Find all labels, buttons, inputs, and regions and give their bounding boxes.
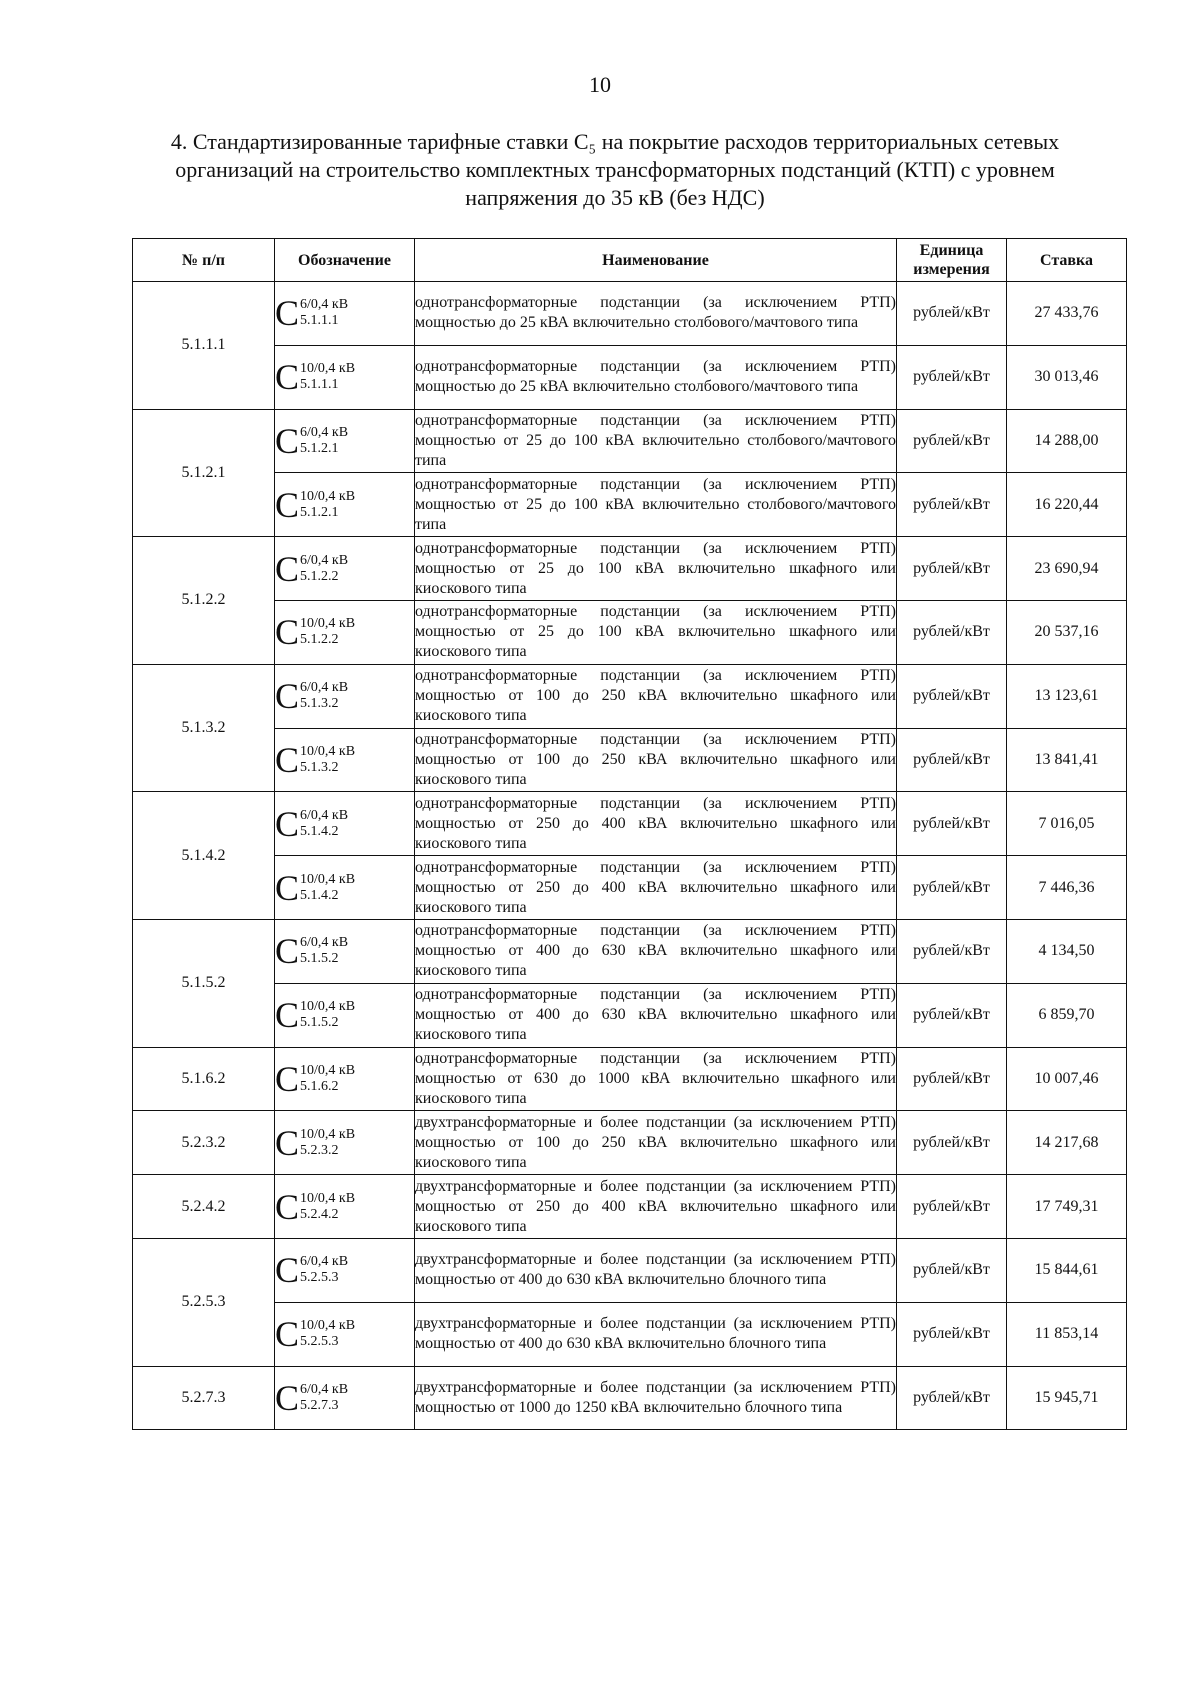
designation-cell — [275, 1302, 415, 1366]
unit-cell: рублей/кВт — [897, 282, 1007, 346]
designation-cell — [275, 537, 415, 601]
table-row — [133, 792, 1127, 856]
unit-cell: рублей/кВт — [897, 473, 1007, 537]
rate-symbol-superscript: 10/0,4 кВ — [300, 616, 356, 632]
rate-cell: 10 007,46 — [1007, 1047, 1127, 1111]
rate-symbol-superscript: 6/0,4 кВ — [300, 552, 349, 568]
unit-cell: рублей/кВт — [897, 856, 1007, 920]
rate-symbol-indices — [300, 553, 348, 585]
designation-cell — [275, 1047, 415, 1111]
rate-symbol-superscript: 6/0,4 кВ — [300, 1254, 349, 1270]
name-cell: двухтрансформаторные и более подстанции (за исключением РТП) мощностью от 100 до 250 кВА включительно шкафного или киоскового типа — [415, 1111, 897, 1175]
designation-cell — [275, 664, 415, 728]
table-row — [133, 1047, 1127, 1111]
unit-cell: рублей/кВт — [897, 409, 1007, 473]
table-row — [133, 409, 1127, 473]
rate-symbol-superscript: 10/0,4 кВ — [300, 743, 356, 759]
rate-cell: 13 841,41 — [1007, 728, 1127, 792]
designation-cell — [275, 919, 415, 983]
designation-cell — [275, 728, 415, 792]
row-number: 5.1.1.1 — [133, 282, 275, 410]
rate-symbol — [275, 867, 356, 908]
table-row — [133, 1302, 1127, 1366]
unit-cell: рублей/кВт — [897, 664, 1007, 728]
table-row — [133, 1111, 1127, 1175]
rate-symbol-indices — [300, 1382, 348, 1414]
table-row — [133, 600, 1127, 664]
rate-symbol-subscript: 5.1.6.2 — [300, 1078, 339, 1094]
rate-symbol-letter: C — [275, 612, 300, 653]
rate-symbol-superscript: 10/0,4 кВ — [300, 1318, 356, 1334]
rate-cell: 15 945,71 — [1007, 1366, 1127, 1430]
rate-cell: 15 844,61 — [1007, 1238, 1127, 1302]
rate-symbol-indices — [300, 1063, 355, 1095]
page-title: 4. Стандартизированные тарифные ставки С₅ на покрытие расходов территориальных сетевых организаций на строительство комплектных трансформаторных подстанций (КТП) с уровнем напряжения до 35 кВ (без НДС) — [170, 129, 1060, 210]
name-cell: двухтрансформаторные и более подстанции (за исключением РТП) мощностью от 400 до 630 кВА включительно блочного типа — [415, 1238, 897, 1302]
table-row — [133, 919, 1127, 983]
header-designation: Обозначение — [275, 239, 415, 282]
rate-cell: 14 217,68 — [1007, 1111, 1127, 1175]
unit-cell: рублей/кВт — [897, 1366, 1007, 1430]
unit-cell: рублей/кВт — [897, 728, 1007, 792]
rate-symbol-letter: C — [275, 1314, 300, 1355]
designation-cell — [275, 600, 415, 664]
rate-symbol — [275, 1186, 356, 1227]
rate-symbol-indices — [300, 489, 355, 521]
rate-symbol-letter: C — [275, 803, 300, 844]
rate-symbol-indices — [300, 935, 348, 967]
designation-cell — [275, 409, 415, 473]
table-row — [133, 282, 1127, 346]
rate-symbol — [275, 1058, 356, 1099]
row-number: 5.2.5.3 — [133, 1238, 275, 1366]
rate-cell: 6 859,70 — [1007, 983, 1127, 1047]
table-row — [133, 345, 1127, 409]
rate-symbol-superscript: 10/0,4 кВ — [300, 1190, 356, 1206]
table-row — [133, 473, 1127, 537]
name-cell: однотрансформаторные подстанции (за исключением РТП) мощностью от 100 до 250 кВА включительно шкафного или киоскового типа — [415, 664, 897, 728]
header-rate: Ставка — [1007, 239, 1127, 282]
unit-cell: рублей/кВт — [897, 792, 1007, 856]
designation-cell — [275, 856, 415, 920]
rate-cell: 27 433,76 — [1007, 282, 1127, 346]
designation-cell — [275, 1175, 415, 1239]
rate-cell: 14 288,00 — [1007, 409, 1127, 473]
rate-symbol — [275, 484, 356, 525]
rate-symbol-subscript: 5.2.4.2 — [300, 1206, 339, 1222]
rate-cell: 17 749,31 — [1007, 1175, 1127, 1239]
unit-cell: рублей/кВт — [897, 600, 1007, 664]
name-cell: однотрансформаторные подстанции (за исключением РТП) мощностью до 25 кВА включительно столбового/мачтового типа — [415, 282, 897, 346]
rate-symbol-letter: C — [275, 420, 300, 461]
rate-cell: 23 690,94 — [1007, 537, 1127, 601]
unit-cell: рублей/кВт — [897, 1175, 1007, 1239]
rate-symbol-indices — [300, 425, 348, 457]
rate-symbol-letter: C — [275, 867, 300, 908]
table-row — [133, 728, 1127, 792]
designation-cell — [275, 1111, 415, 1175]
designation-cell — [275, 1366, 415, 1430]
rate-symbol-letter: C — [275, 357, 300, 398]
rate-symbol — [275, 420, 349, 461]
rate-symbol — [275, 1250, 349, 1291]
rate-symbol-superscript: 6/0,4 кВ — [300, 1381, 349, 1397]
rate-symbol — [275, 1314, 356, 1355]
rate-symbol-letter: C — [275, 995, 300, 1036]
rate-symbol — [275, 1122, 356, 1163]
name-cell: однотрансформаторные подстанции (за исключением РТП) мощностью до 25 кВА включительно столбового/мачтового типа — [415, 345, 897, 409]
rate-symbol — [275, 1377, 349, 1418]
rate-symbol-letter: C — [275, 548, 300, 589]
header-name: Наименование — [415, 239, 897, 282]
table-row — [133, 1238, 1127, 1302]
rate-symbol-indices — [300, 1254, 348, 1286]
rate-symbol — [275, 612, 356, 653]
row-number: 5.1.4.2 — [133, 792, 275, 920]
page-number: 10 — [589, 72, 611, 97]
rate-symbol-subscript: 5.1.2.1 — [300, 504, 339, 520]
table-row — [133, 1175, 1127, 1239]
name-cell: однотрансформаторные подстанции (за исключением РТП) мощностью от 400 до 630 кВА включительно шкафного или киоскового типа — [415, 919, 897, 983]
rate-symbol-superscript: 10/0,4 кВ — [300, 1062, 356, 1078]
rate-symbol-subscript: 5.2.7.3 — [300, 1397, 339, 1413]
designation-cell — [275, 1238, 415, 1302]
rate-symbol — [275, 293, 349, 334]
rate-cell: 16 220,44 — [1007, 473, 1127, 537]
rate-cell: 30 013,46 — [1007, 345, 1127, 409]
rate-symbol-indices — [300, 297, 348, 329]
unit-cell: рублей/кВт — [897, 345, 1007, 409]
rate-symbol — [275, 676, 349, 717]
rate-symbol-subscript: 5.1.3.2 — [300, 696, 339, 712]
rate-symbol-superscript: 10/0,4 кВ — [300, 361, 356, 377]
rate-cell: 4 134,50 — [1007, 919, 1127, 983]
row-number: 5.2.4.2 — [133, 1175, 275, 1239]
unit-cell: рублей/кВт — [897, 919, 1007, 983]
rate-symbol-subscript: 5.1.2.2 — [300, 632, 339, 648]
rate-symbol-indices — [300, 361, 355, 393]
rate-cell: 11 853,14 — [1007, 1302, 1127, 1366]
rate-symbol-indices — [300, 999, 355, 1031]
rate-symbol-subscript: 5.1.1.1 — [300, 313, 339, 329]
row-number: 5.2.7.3 — [133, 1366, 275, 1430]
rate-symbol-superscript: 10/0,4 кВ — [300, 1126, 356, 1142]
unit-cell: рублей/кВт — [897, 537, 1007, 601]
rate-symbol-superscript: 6/0,4 кВ — [300, 807, 349, 823]
rate-symbol-indices — [300, 1318, 355, 1350]
rate-symbol — [275, 739, 356, 780]
table-header-row — [133, 239, 1127, 282]
rate-symbol-letter: C — [275, 1250, 300, 1291]
rate-symbol-letter: C — [275, 1122, 300, 1163]
table-row — [133, 983, 1127, 1047]
name-cell: двухтрансформаторные и более подстанции (за исключением РТП) мощностью от 250 до 400 кВА включительно шкафного или киоскового типа — [415, 1175, 897, 1239]
rate-cell: 13 123,61 — [1007, 664, 1127, 728]
rate-symbol-superscript: 6/0,4 кВ — [300, 297, 349, 313]
rate-symbol-superscript: 10/0,4 кВ — [300, 488, 356, 504]
unit-cell: рублей/кВт — [897, 1111, 1007, 1175]
table-body — [133, 282, 1127, 1430]
name-cell: однотрансформаторные подстанции (за исключением РТП) мощностью от 400 до 630 кВА включительно шкафного или киоскового типа — [415, 983, 897, 1047]
table-row — [133, 856, 1127, 920]
designation-cell — [275, 792, 415, 856]
name-cell: однотрансформаторные подстанции (за исключением РТП) мощностью от 100 до 250 кВА включительно шкафного или киоскового типа — [415, 728, 897, 792]
rate-symbol — [275, 803, 349, 844]
rate-symbol-indices — [300, 808, 348, 840]
rate-symbol-subscript: 5.1.2.2 — [300, 568, 339, 584]
rate-symbol-letter: C — [275, 484, 300, 525]
rates-table — [132, 238, 1127, 1430]
rate-symbol-letter: C — [275, 931, 300, 972]
name-cell: двухтрансформаторные и более подстанции (за исключением РТП) мощностью от 400 до 630 кВА включительно блочного типа — [415, 1302, 897, 1366]
name-cell: однотрансформаторные подстанции (за исключением РТП) мощностью от 250 до 400 кВА включительно шкафного или киоскового типа — [415, 856, 897, 920]
name-cell: однотрансформаторные подстанции (за исключением РТП) мощностью от 630 до 1000 кВА включительно шкафного или киоскового типа — [415, 1047, 897, 1111]
rate-cell: 20 537,16 — [1007, 600, 1127, 664]
row-number: 5.2.3.2 — [133, 1111, 275, 1175]
rate-symbol-subscript: 5.1.4.2 — [300, 823, 339, 839]
rate-symbol-letter: C — [275, 739, 300, 780]
rate-symbol-letter: C — [275, 1058, 300, 1099]
table-row — [133, 1366, 1127, 1430]
rate-symbol-subscript: 5.1.5.2 — [300, 951, 339, 967]
row-number: 5.1.3.2 — [133, 664, 275, 792]
rate-symbol-letter: C — [275, 676, 300, 717]
designation-cell — [275, 282, 415, 346]
rate-symbol-subscript: 5.2.3.2 — [300, 1142, 339, 1158]
rate-symbol-indices — [300, 872, 355, 904]
rate-cell: 7 446,36 — [1007, 856, 1127, 920]
rate-symbol-indices — [300, 744, 355, 776]
table-row — [133, 537, 1127, 601]
unit-cell: рублей/кВт — [897, 1302, 1007, 1366]
rate-symbol — [275, 931, 349, 972]
rate-symbol — [275, 995, 356, 1036]
rate-symbol-superscript: 6/0,4 кВ — [300, 424, 349, 440]
rate-symbol-indices — [300, 680, 348, 712]
header-num: № п/п — [133, 239, 275, 282]
rate-symbol-subscript: 5.1.2.1 — [300, 440, 339, 456]
row-number: 5.1.2.1 — [133, 409, 275, 537]
rate-cell: 7 016,05 — [1007, 792, 1127, 856]
rate-symbol-superscript: 6/0,4 кВ — [300, 935, 349, 951]
name-cell: однотрансформаторные подстанции (за исключением РТП) мощностью от 25 до 100 кВА включительно столбового/мачтового типа — [415, 409, 897, 473]
rate-symbol-superscript: 10/0,4 кВ — [300, 999, 356, 1015]
designation-cell — [275, 345, 415, 409]
rate-symbol-letter: C — [275, 1186, 300, 1227]
unit-cell: рублей/кВт — [897, 1047, 1007, 1111]
rate-symbol-subscript: 5.1.1.1 — [300, 377, 339, 393]
row-number: 5.1.2.2 — [133, 537, 275, 665]
rate-symbol-indices — [300, 616, 355, 648]
rate-symbol-subscript: 5.2.5.3 — [300, 1334, 339, 1350]
rate-symbol-subscript: 5.1.5.2 — [300, 1015, 339, 1031]
unit-cell: рублей/кВт — [897, 1238, 1007, 1302]
name-cell: однотрансформаторные подстанции (за исключением РТП) мощностью от 25 до 100 кВА включительно шкафного или киоскового типа — [415, 537, 897, 601]
name-cell: двухтрансформаторные и более подстанции (за исключением РТП) мощностью от 1000 до 1250 кВА включительно блочного типа — [415, 1366, 897, 1430]
header-unit: Единица измерения — [897, 239, 1007, 282]
row-number: 5.1.5.2 — [133, 919, 275, 1047]
rate-symbol-subscript: 5.1.4.2 — [300, 887, 339, 903]
rate-symbol-superscript: 6/0,4 кВ — [300, 680, 349, 696]
rate-symbol-indices — [300, 1191, 355, 1223]
row-number: 5.1.6.2 — [133, 1047, 275, 1111]
rate-symbol-letter: C — [275, 1377, 300, 1418]
designation-cell — [275, 473, 415, 537]
name-cell: однотрансформаторные подстанции (за исключением РТП) мощностью от 250 до 400 кВА включительно шкафного или киоскового типа — [415, 792, 897, 856]
designation-cell — [275, 983, 415, 1047]
rate-symbol — [275, 548, 349, 589]
unit-cell: рублей/кВт — [897, 983, 1007, 1047]
name-cell: однотрансформаторные подстанции (за исключением РТП) мощностью от 25 до 100 кВА включительно шкафного или киоскового типа — [415, 600, 897, 664]
rate-symbol — [275, 357, 356, 398]
table-row — [133, 664, 1127, 728]
name-cell: однотрансформаторные подстанции (за исключением РТП) мощностью от 25 до 100 кВА включительно столбового/мачтового типа — [415, 473, 897, 537]
rate-symbol-superscript: 10/0,4 кВ — [300, 871, 356, 887]
rate-symbol-indices — [300, 1127, 355, 1159]
rate-symbol-letter: C — [275, 293, 300, 334]
rate-symbol-subscript: 5.2.5.3 — [300, 1270, 339, 1286]
rate-symbol-subscript: 5.1.3.2 — [300, 759, 339, 775]
